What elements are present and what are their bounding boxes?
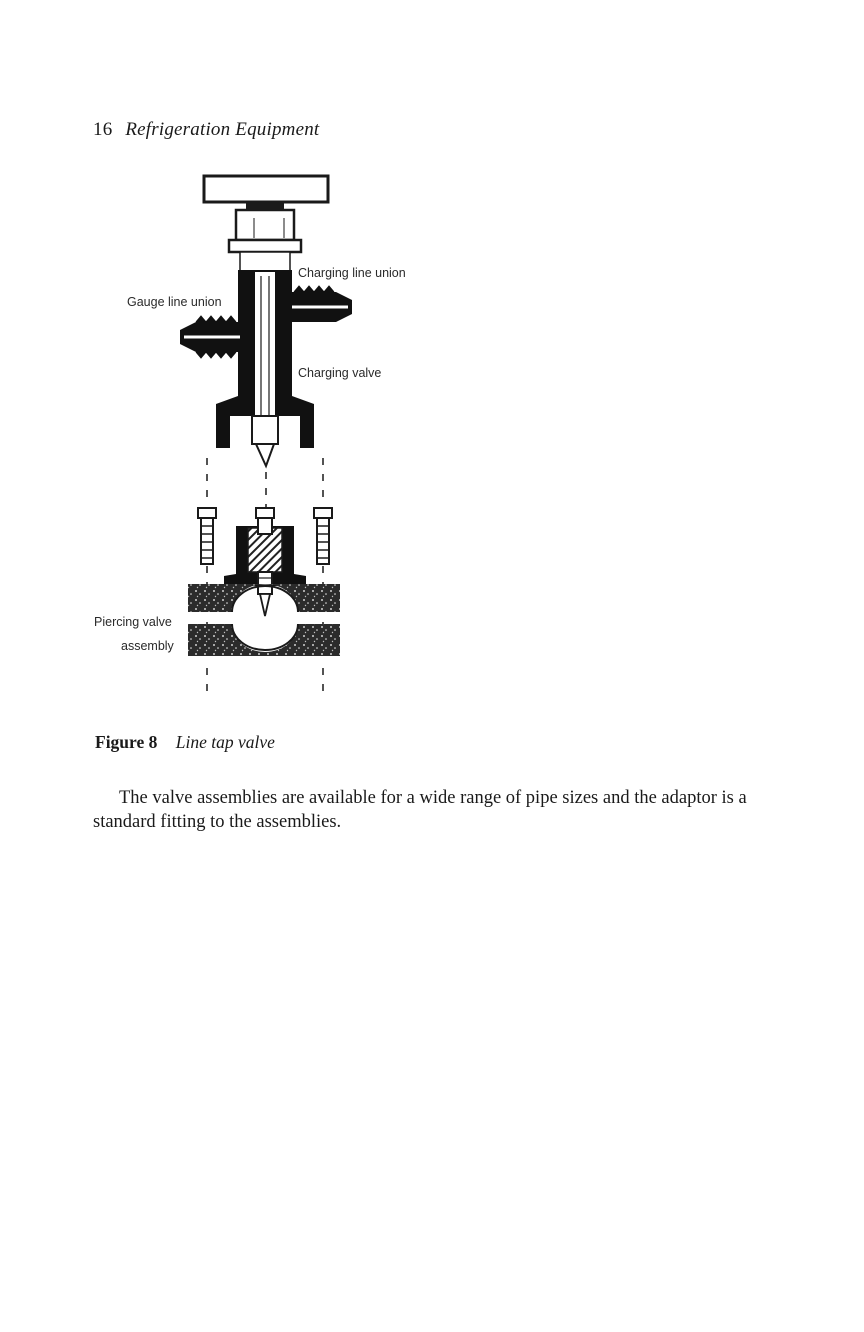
valve-body [216, 252, 314, 466]
running-head [93, 119, 319, 141]
charging-line-union-label: Charging line union [298, 266, 406, 280]
line-tap-valve-figure [86, 166, 426, 700]
gauge-line-union [180, 316, 240, 358]
charging-valve-label: Charging valve [298, 366, 382, 380]
piercing-valve-label-line1: Piercing valve [94, 615, 172, 629]
figure-number: Figure 8 [95, 732, 158, 752]
gauge-line-union-label: Gauge line union [127, 295, 222, 309]
figure-caption [95, 732, 275, 753]
page-number: 16 [93, 119, 113, 140]
body-paragraph [93, 786, 783, 834]
piercing-valve-label-line2: assembly [121, 639, 174, 653]
body-paragraph-text: The valve assemblies are available for a wide range of pipe sizes and the adaptor is a standard fitting to the assemblies. [93, 788, 747, 832]
figure-title: Line tap valve [175, 732, 275, 752]
valve-bonnet [229, 210, 301, 252]
left-clamp-screw [198, 508, 216, 564]
charging-line-union [292, 286, 352, 322]
t-handle [204, 176, 328, 210]
book-title: Refrigeration Equipment [125, 119, 320, 140]
right-clamp-screw [314, 508, 332, 564]
